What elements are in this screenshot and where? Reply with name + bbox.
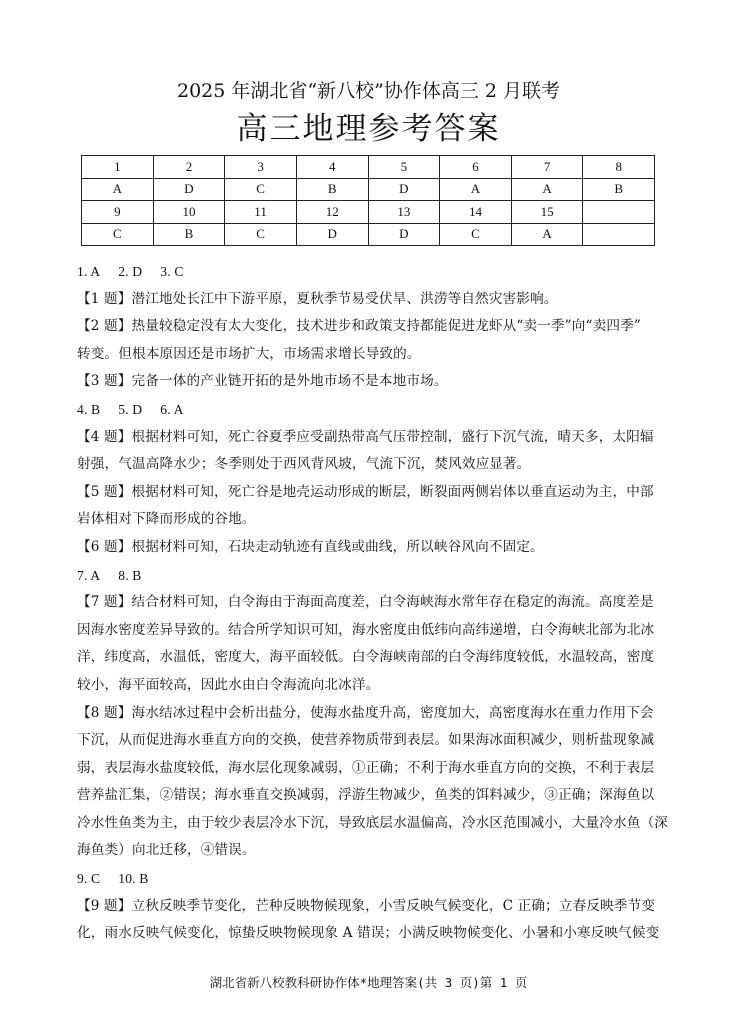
question-number-cell: 1: [82, 156, 154, 179]
explanation-q4-line1: 【4 题】根据材料可知，死亡谷夏季应受副热带高气压带控制，盛行下沉气流，晴天多，太阳辐: [77, 428, 654, 445]
explanation-q8-line2: 下沉，从而促进海水垂直方向的交换，使营养物质带到表层。如果海冰面积减少，则析盐现象减: [77, 732, 655, 749]
explanations: [77, 258, 668, 948]
answer-cell: B: [296, 178, 368, 201]
question-number-cell: [583, 201, 655, 224]
answer-line-9-10: [77, 865, 665, 893]
answer-cell: C: [225, 178, 297, 201]
answer-cell: C: [440, 223, 512, 246]
question-number-cell: 8: [583, 156, 655, 179]
answer-cell: D: [153, 178, 225, 201]
explanation-q7-line2: 因海水密度差异导致的。结合所学知识可知，海水密度由低纬向高纬递增，白令海峡北部为北冰: [77, 621, 655, 638]
answer-item: 2. D: [118, 264, 143, 279]
answer-table: [81, 155, 655, 246]
answer-item: 7. A: [77, 567, 101, 583]
answer-cell: A: [511, 223, 583, 246]
explanation-q8-line4: 营养盐汇集，②错误；海水垂直交换减弱，浮游生物减少，鱼类的饵料减少，③正确；深海鱼以: [77, 787, 655, 804]
page-footer: 湖北省新八校教科研协作体*地理答案(共 3 页)第 1 页: [209, 975, 528, 990]
page-subtitle: 高三地理参考答案: [236, 111, 501, 147]
explanation-q8-line3: 弱，表层海水盐度较低，海水层化现象减弱，①正确；不利于海水垂直方向的交换，不利于表层: [77, 759, 655, 776]
answer-cell: B: [153, 223, 225, 246]
explanation-q9-line2: 化，雨水反映气候变化，惊蛰反映物候现象 A 错误；小满反映物候变化、小暑和小寒反映气候变: [77, 925, 660, 942]
explanation-q7-line3: 洋，纬度高，水温低，密度大，海平面较低。白令海峡南部的白令海纬度较低，水温较高，密度: [77, 649, 655, 666]
answer-line-1-3: [77, 258, 665, 286]
exam-title: 2025 年湖北省“新八校”协作体高三 2 月联考: [177, 80, 560, 102]
explanation-q4-line2: 射强，气温高降水少；冬季则处于西风背风坡，气流下沉，焚风效应显著。: [77, 456, 531, 473]
answer-item: 5. D: [118, 401, 143, 417]
question-number-cell: 15: [511, 201, 583, 224]
answer-cell: A: [440, 178, 512, 201]
question-number-cell: 5: [368, 156, 440, 179]
answer-cell: B: [583, 178, 655, 201]
answer-item: 4. B: [77, 401, 101, 417]
answer-item: 6. A: [160, 401, 184, 417]
question-number-cell: 3: [225, 156, 297, 179]
question-number-cell: 11: [225, 201, 297, 224]
question-number-cell: 12: [296, 201, 368, 224]
explanation-q5-line2: 岩体相对下降而形成的谷地。: [77, 511, 256, 528]
answer-item: 10. B: [118, 871, 149, 887]
answer-cell: D: [296, 223, 368, 246]
explanation-q8-line5: 冷水性鱼类为主，由于较少表层冷水下沉，导致底层水温偏高，冷水区范围减小，大量冷水鱼（深: [77, 814, 668, 831]
explanation-q2-line2: 转变。但根本原因还是市场扩大，市场需求增长导致的。: [77, 345, 421, 362]
explanation-q8-line6: 海鱼类）向北迁移，④错误。: [77, 842, 256, 859]
explanation-q8-line1: 【8 题】海水结冰过程中会析出盐分，使海水盐度升高，密度加大，高密度海水在重力作用下会: [77, 704, 654, 721]
question-number-cell: 14: [440, 201, 512, 224]
question-number-row: [82, 156, 655, 179]
question-number-cell: 10: [153, 201, 225, 224]
answer-row: [82, 178, 655, 201]
answer-cell: D: [368, 178, 440, 201]
question-number-cell: 6: [440, 156, 512, 179]
answer-cell: C: [82, 223, 154, 246]
answer-line-4-6: [77, 396, 665, 424]
question-number-row: [82, 201, 655, 224]
question-number-cell: 2: [153, 156, 225, 179]
question-number-cell: 13: [368, 201, 440, 224]
explanation-q7-line1: 【7 题】结合材料可知，白令海由于海面高度差，白令海峡海水常年存在稳定的海流。高度差是: [77, 594, 654, 611]
explanation-q6: 【6 题】根据材料可知，石块走动轨迹有直线或曲线，所以峡谷风向不固定。: [77, 538, 544, 555]
answer-cell: D: [368, 223, 440, 246]
answer-row: [82, 223, 655, 246]
explanation-q7-line4: 较小，海平面较高，因此水由白令海流向北冰洋。: [77, 676, 380, 693]
answer-item: 1. A: [77, 264, 101, 279]
explanation-q9-line1: 【9 题】立秋反映季节变化，芒种反映物候现象，小雪反映气候变化，C 正确；立春反映季节变: [77, 897, 656, 914]
answer-cell: A: [82, 178, 154, 201]
answer-item: 3. C: [160, 264, 184, 279]
question-number-cell: 4: [296, 156, 368, 179]
explanation-q1: 【1 题】潜江地处长江中下游平原，夏秋季节易受伏旱、洪涝等自然灾害影响。: [77, 290, 558, 307]
explanation-q5-line1: 【5 题】根据材料可知，死亡谷是地壳运动形成的断层，断裂面两侧岩体以垂直运动为主，中部: [77, 483, 654, 500]
answer-cell: A: [511, 178, 583, 201]
answer-item: 8. B: [118, 567, 142, 583]
explanation-q2-line1: 【2 题】热量较稳定没有太大变化，技术进步和政策支持都能促进龙虾从“卖一季”向“卖四季”: [77, 318, 641, 335]
answer-cell: [583, 223, 655, 246]
answer-cell: C: [225, 223, 297, 246]
explanation-q3: 【3 题】完备一体的产业链开拓的是外地市场不是本地市场。: [77, 373, 448, 390]
question-number-cell: 7: [511, 156, 583, 179]
answer-line-7-8: [77, 562, 665, 590]
question-number-cell: 9: [82, 201, 154, 224]
answer-item: 9. C: [77, 871, 101, 887]
